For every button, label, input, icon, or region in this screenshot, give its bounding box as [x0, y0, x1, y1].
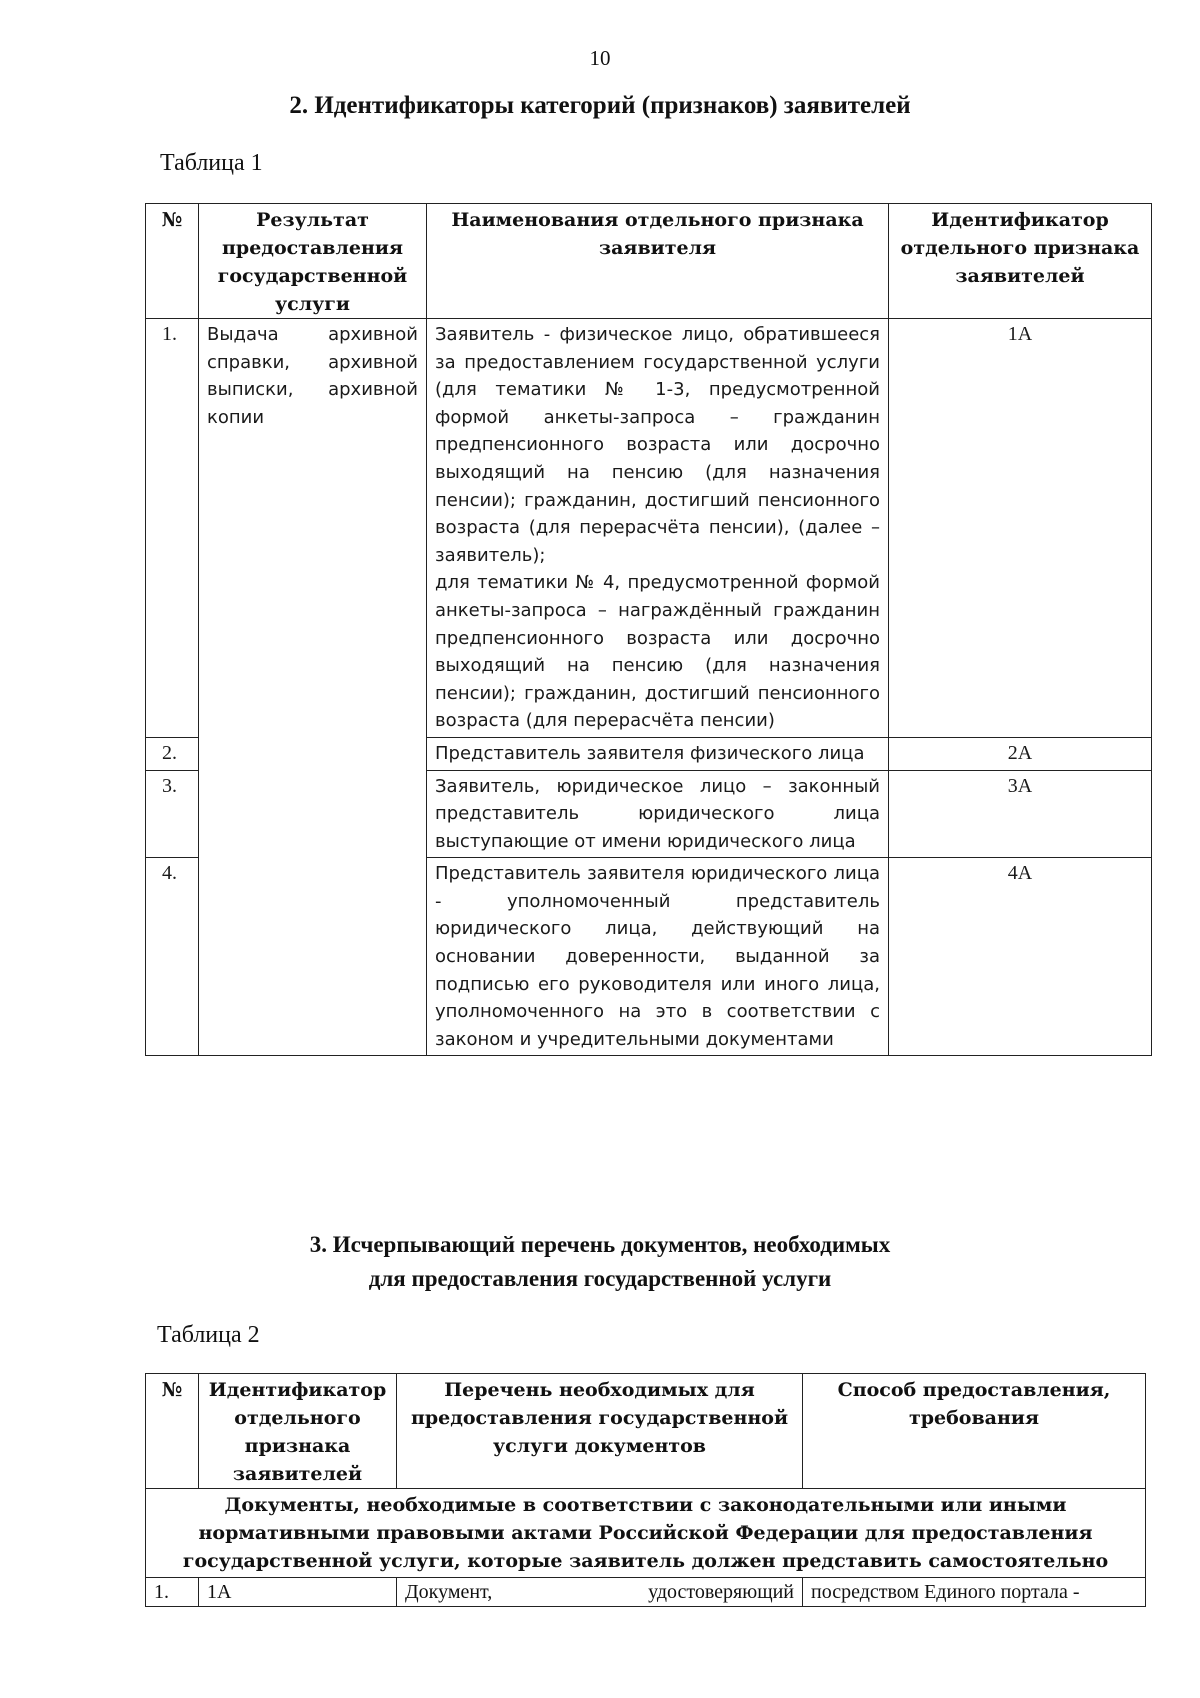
- row-4-code: 4А: [889, 858, 1152, 1056]
- section-3-title-line-2: для предоставления государственной услуги: [368, 1266, 832, 1291]
- row-4-attribute: Представитель заявителя юридического лица - уполномоченный представитель юридического лица, действующий на основании доверенности, выданной за подписью его руководителя или иного лица, уполномоченного на это в соответствии с законом и учредительными документами: [427, 858, 889, 1056]
- result-cell: Выдача архивной справки, архивной выписки, архивной копии: [199, 319, 427, 1056]
- table-2-header-row: [146, 1374, 1146, 1489]
- row-3-attribute: Заявитель, юридическое лицо – законный представитель юридического лица выступающие от имени юридического лица: [427, 770, 889, 858]
- row-1-attribute-text: Заявитель - физическое лицо, обратившееся за предоставлением государственной услуги (для тематики № 1-3, предусмотренной формой анкеты-запроса – гражданин предпенсионного возраста или досрочно выходящий на пенсию (для назначения пенсии); гражданин, достигший пенсионного возраста (для перерасчёта пенсии), (далее – заявитель);: [435, 324, 880, 566]
- header-num: №: [146, 204, 199, 319]
- section-2-title: 2. Идентификаторы категорий (признаков) заявителей: [289, 92, 911, 119]
- row-2-num: 2.: [146, 737, 199, 770]
- row-2-attribute: Представитель заявителя физического лица: [427, 737, 889, 770]
- row-1-code: 1А: [889, 319, 1152, 738]
- table-1-header-row: [146, 204, 1152, 319]
- table-row: [146, 319, 1152, 738]
- table-2-section-row: [146, 1489, 1146, 1578]
- section-row-text: Документы, необходимые в соответствии с законодательными или иными нормативными правовыми актами Российской Федерации для предоставления государственной услуги, которые заявитель должен представить самостоятельно: [146, 1489, 1146, 1578]
- header-identifier: Идентификатор отдельного признака заявителей: [199, 1374, 397, 1489]
- row-1-num: 1.: [146, 319, 199, 738]
- header-result: Результат предоставления государственной услуги: [199, 204, 427, 319]
- header-documents: Перечень необходимых для предоставления государственной услуги документов: [397, 1374, 803, 1489]
- header-num: №: [146, 1374, 199, 1489]
- table-1: [145, 203, 1152, 1056]
- row-4-num: 4.: [146, 858, 199, 1056]
- header-attribute: Наименования отдельного признака заявителя: [427, 204, 889, 319]
- row-1-method: посредством Единого портала -: [803, 1578, 1146, 1607]
- table-2-caption: Таблица 2: [157, 1322, 260, 1348]
- row-1-attribute-cont: для тематики № 4, предусмотренной формой анкеты-запроса – награждённый гражданин предпенсионного возраста или досрочно выходящий на пенсию (для назначения пенсии); гражданин, достигший пенсионного возраста (для перерасчёта пенсии): [435, 572, 880, 732]
- row-2-code: 2А: [889, 737, 1152, 770]
- section-3-title-line-1: 3. Исчерпывающий перечень документов, необходимых: [309, 1232, 891, 1257]
- row-1-attribute: [427, 319, 889, 738]
- page-number: 10: [589, 46, 611, 70]
- row-3-code: 3А: [889, 770, 1152, 858]
- row-1-num: 1.: [146, 1578, 199, 1607]
- section-3-title: [0, 1228, 1200, 1296]
- row-3-num: 3.: [146, 770, 199, 858]
- table-1-caption: Таблица 1: [160, 150, 263, 176]
- row-1-identifier: 1А: [199, 1578, 397, 1607]
- header-method: Способ предоставления, требования: [803, 1374, 1146, 1489]
- header-identifier: Идентификатор отдельного признака заявителей: [889, 204, 1152, 319]
- row-1-document: Документ, удостоверяющий: [397, 1578, 803, 1607]
- table-2: [145, 1373, 1146, 1607]
- table-row: [146, 1578, 1146, 1607]
